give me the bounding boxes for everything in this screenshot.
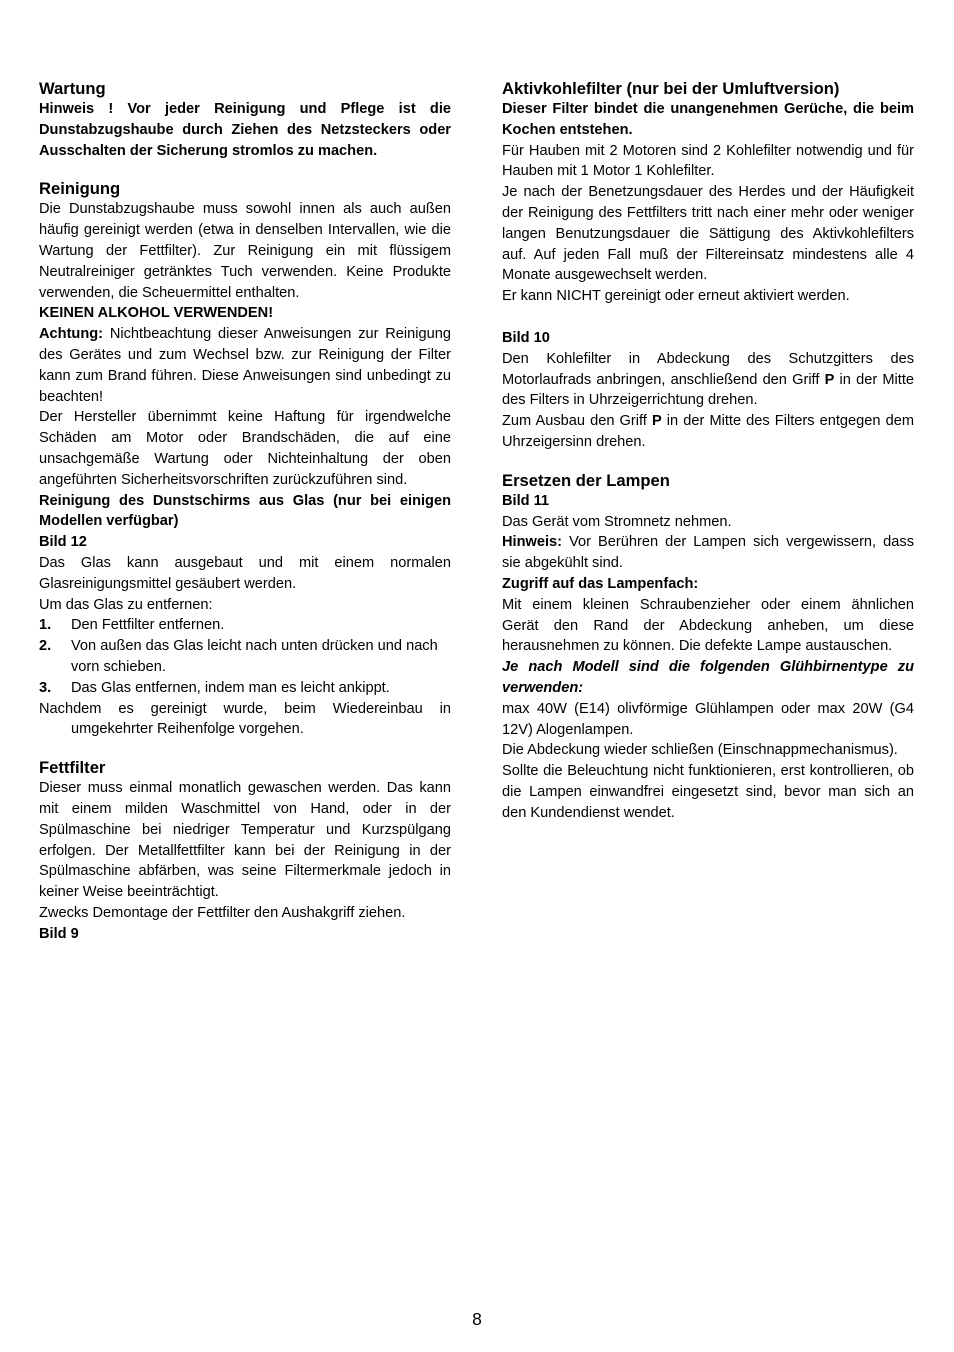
step-text: Von außen das Glas leicht nach unten drücken und nach vorn schieben. (71, 638, 438, 675)
list-item (39, 615, 451, 636)
model-note: Je nach Modell sind die folgenden Glühbirnentype zu verwenden: (502, 659, 914, 696)
mount-text-b: in der Mitte des Filters in Uhrzeigerrichtung drehen. (502, 371, 914, 409)
section-reinigung (39, 178, 451, 740)
fettfilter-removal: Zwecks Demontage der Fettfilter den Aushakgriff ziehen. (39, 904, 406, 921)
close-cover-text: Die Abdeckung wieder schließen (Einschnappmechanismus). (502, 742, 898, 759)
mount-text-a: Den Kohlefilter in Abdeckung des Schutzgitters des Motorlaufrads anbringen, anschließend den Griff (502, 350, 914, 388)
caution-text: Nichtbeachtung dieser Anweisungen zur Reinigung des Gerätes und zum Wechsel bzw. zur Reinigung der Filter kann zum Brand führen. Diese Anweisungen sind unbedingt zu beachten! (39, 326, 451, 405)
section-wartung (39, 78, 451, 161)
aktivkohle-duration: Je nach der Benetzungsdauer des Herdes und der Häufigkeit der Reinigung des Fettfilters tritt nach einer mehr oder weniger langen Benutzungsdauer die Sättigung des Aktivkohlefilters auf. Auf jeden Fall muß der Filtereinsatz mindestens alle 4 Monate ausgewechselt werden. (502, 184, 914, 284)
right-column (502, 78, 914, 841)
section-aktivkohlefilter (502, 78, 914, 453)
liability-text: Der Hersteller übernimmt keine Haftung für irgendwelche Schäden am Motor oder Brandschäden, die auf eine unsachgemäße Wartung oder Nichteinhaltung der oben angeführten Sicherheitsvorschriften zurückzuführen sind. (39, 409, 451, 488)
note-label: Hinweis: (502, 534, 563, 551)
mount-instruction (502, 349, 914, 411)
caution-label: Achtung: (39, 326, 104, 343)
remove-instruction (502, 411, 914, 453)
bulb-spec: max 40W (E14) olivförmige Glühlampen oder max 20W (G4 12V) Alogenlampen. (502, 700, 914, 738)
section-fettfilter (39, 757, 451, 944)
reinigung-intro: Die Dunstabzugshaube muss sowohl innen als auch außen häufig gereinigt werden (etwa in denselben Intervallen, wie die Wartung der Fettfilter). Zur Reinigung ein mit flüssigem Neutralreiniger getränktes Tuch verwenden. Keine Produkte verwenden, die Scheuermittel enthalten. (39, 201, 451, 301)
caution-paragraph (39, 324, 451, 407)
fettfilter-text: Dieser muss einmal monatlich gewaschen werden. Das kann mit einem milden Waschmittel von Hand, oder in der Spülmaschine bei niedriger Temperatur und Kurzspülgang erfolgen. Der Metallfettfilter kann bei der Reinigung in der Spülmaschine abfärben, was seine Filtermerkmale jedoch in keiner Weise beeinträchtigt. (39, 780, 451, 901)
handle-p-label: P (651, 413, 662, 430)
step-text: Das Glas entfernen, indem man es leicht ankippt. (71, 679, 390, 696)
handle-p-label: P (824, 371, 835, 388)
left-column (39, 78, 451, 961)
check-text: Sollte die Beleuchtung nicht funktionieren, erst kontrollieren, ob die Lampen einwandfrei eingesetzt sind, bevor man sich an den Kundendienst wendet. (502, 763, 914, 821)
heading-wartung: Wartung (39, 79, 106, 98)
page-number: 8 (472, 1309, 482, 1329)
spacer (502, 307, 914, 328)
wartung-warning: Hinweis ! Vor jeder Reinigung und Pflege ist die Dunstabzugshaube durch Ziehen des Netzsteckers oder Ausschalten der Sicherung stromlos zu machen. (39, 101, 451, 159)
remove-text-b: in der Mitte des Filters entgegen dem Uhrzeigersinn drehen. (502, 413, 914, 450)
remove-intro: Um das Glas zu entfernen: (39, 596, 213, 613)
note-text: Vor Berühren der Lampen sich vergewissern, dass sie abgekühlt sind. (502, 534, 914, 572)
access-text: Mit einem kleinen Schraubenzieher oder einem ähnlichen Gerät den Rand der Abdeckung anheben, um diese herausnehmen zu können. Die defekte Lampe austauschen. (502, 596, 914, 655)
figure-ref-11: Bild 11 (502, 492, 550, 509)
figure-ref-9: Bild 9 (39, 925, 79, 942)
disconnect-text: Das Gerät vom Stromnetz nehmen. (502, 513, 732, 530)
section-lampen (502, 470, 914, 824)
step-number: 1. (39, 617, 52, 634)
glass-text: Das Glas kann ausgebaut und mit einem normalen Glasreinigungsmittel gesäubert werden. (39, 554, 451, 592)
figure-ref-10: Bild 10 (502, 329, 550, 346)
list-item (39, 678, 451, 699)
aktivkohle-no-clean: Er kann NICHT gereinigt oder erneut aktiviert werden. (502, 288, 850, 305)
figure-ref-12: Bild 12 (39, 534, 87, 551)
list-item (39, 636, 451, 678)
aktivkohle-motors: Für Hauben mit 2 Motoren sind 2 Kohlefilter notwendig und für Hauben mit 1 Motor 1 Kohlefilter. (502, 142, 914, 180)
heading-reinigung: Reinigung (39, 179, 121, 199)
aktivkohle-intro: Dieser Filter bindet die unangenehmen Gerüche, die beim Kochen entstehen. (502, 101, 914, 138)
access-heading: Zugriff auf das Lampenfach: (502, 575, 699, 592)
step-number: 2. (39, 638, 52, 655)
reassembly-text: Nachdem es gereinigt wurde, beim Wiedereinbau in umgekehrter Reihenfolge vorgehen. (39, 700, 451, 738)
step-text: Den Fettfilter entfernen. (71, 617, 225, 634)
lamp-note (502, 532, 914, 574)
heading-lampen: Ersetzen der Lampen (502, 470, 670, 490)
heading-aktivkohlefilter: Aktivkohlefilter (nur bei der Umluftversion) (502, 79, 840, 98)
heading-fettfilter: Fettfilter (39, 758, 106, 778)
glass-removal-steps (39, 615, 451, 698)
no-alcohol-warning: KEINEN ALKOHOL VERWENDEN! (39, 305, 274, 322)
step-number: 3. (39, 679, 52, 696)
remove-text-a: Zum Ausbau den Griff (502, 413, 652, 430)
glass-cleaning-heading: Reinigung des Dunstschirms aus Glas (nur bei einigen Modellen verfügbar) (39, 492, 451, 530)
